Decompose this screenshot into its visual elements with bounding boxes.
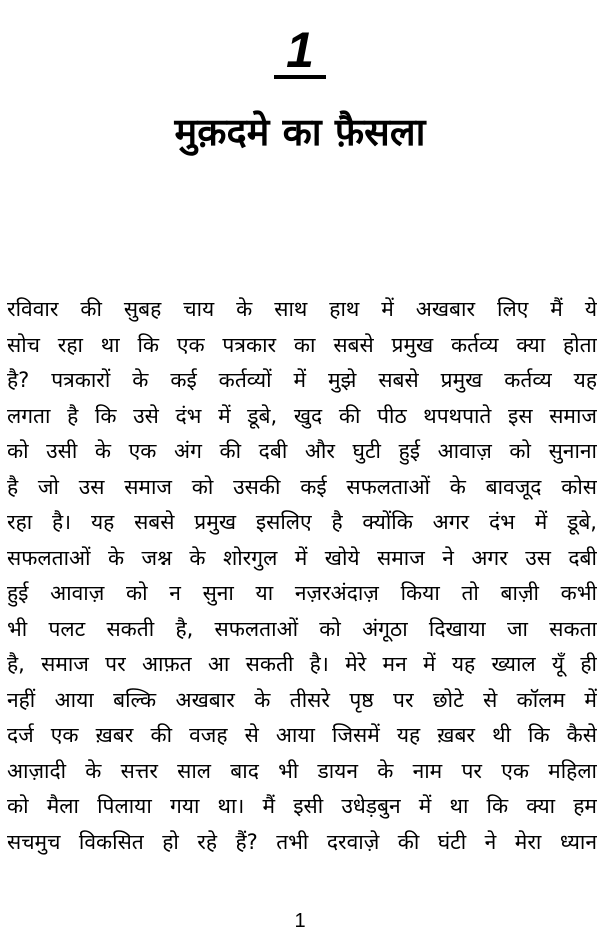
text-line: रविवार की सुबह चाय के साथ हाथ में अखबार लिए मैं ये [7,297,597,321]
text-line: है? पत्रकारों के कई कर्तव्यों में मुझे सबसे प्रमुख कर्तव्य यह [7,368,597,392]
text-line: रहा है। यह सबसे प्रमुख इसलिए है क्योंकि अगर दंभ में डूबे, [7,510,597,534]
text-line: है जो उस समाज को उसकी कई सफलताओं के बावजूद कोस [7,474,597,499]
text-line: लगता है कि उसे दंभ में डूबे, खुद की पीठ थपथपाते इस समाज [7,403,597,428]
chapter-number-text: 1 [274,25,326,79]
text-line: भी पलट सकती है, सफलताओं को अंगूठा दिखाया जा सकता [7,616,597,641]
text-line: है, समाज पर आफ़त आ सकती है। मेरे मन में यह ख्याल यूँ ही [7,652,597,676]
text-line: सफलताओं के जश्न के शोरगुल में खोये समाज ने अगर उस दबी [7,545,597,570]
text-line: को उसी के एक अंग की दबी और घुटी हुई आवाज़ को सुनाना [7,439,597,463]
text-line: सचमुच विकसित हो रहे हैं? तभी दरवाज़े की घंटी ने मेरा ध्यान [7,829,597,854]
body-paragraph [7,292,597,860]
text-line: आज़ादी के सत्तर साल बाद भी डायन के नाम पर एक महिला [7,758,597,783]
text-line: को मैला पिलाया गया था। मैं इसी उधेड़बुन में था कि क्या हम [7,794,597,818]
text-line: नहीं आया बल्कि अखबार के तीसरे पृष्ठ पर छोटे से कॉलम में [7,687,597,712]
chapter-number [0,22,600,79]
text-line: सोच रहा था कि एक पत्रकार का सबसे प्रमुख कर्तव्य क्या होता [7,332,597,357]
text-line: हुई आवाज़ को न सुना या नज़रअंदाज़ किया तो बाज़ी कभी [7,581,597,605]
chapter-title: मुक़दमे का फ़ैसला [174,110,426,154]
page-number: 1 [294,910,306,932]
text-line: दर्ज एक ख़बर की वजह से आया जिसमें यह ख़बर थी कि कैसे [7,723,597,747]
